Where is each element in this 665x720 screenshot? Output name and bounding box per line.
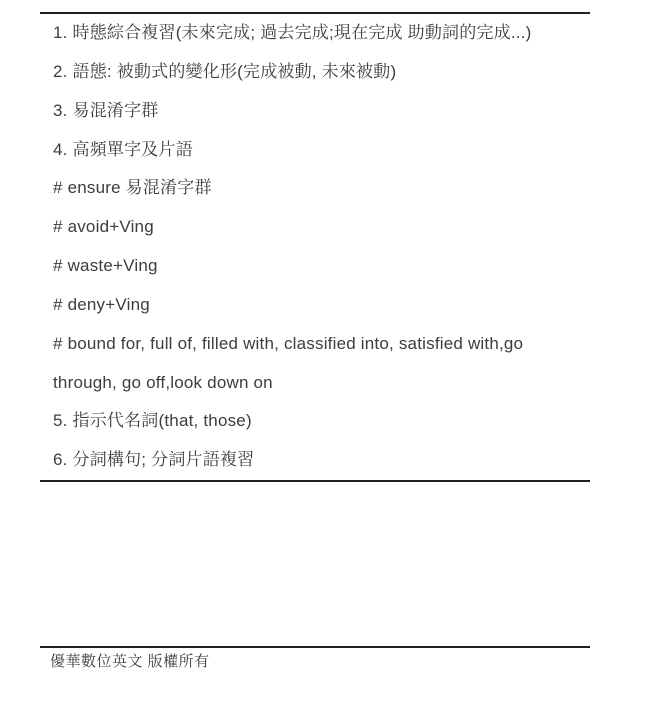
list-item: # bound for, full of, filled with, classified into, satisfied with,go	[53, 333, 524, 353]
list-item: # avoid+Ving	[53, 217, 154, 237]
list-item: # waste+Ving	[53, 256, 158, 276]
syllabus-list	[40, 12, 590, 482]
list-item: 2. 語態: 被動式的變化形(完成被動, 未來被動)	[53, 61, 397, 81]
footer-copyright: 優華數位英文 版權所有	[50, 653, 210, 670]
list-item: 3. 易混淆字群	[53, 100, 159, 120]
list-item: 6. 分詞構句; 分詞片語複習	[53, 450, 255, 470]
list-item: 5. 指示代名詞(that, those)	[53, 411, 252, 431]
page-footer	[40, 646, 590, 673]
list-item: 1. 時態綜合複習(未來完成; 過去完成;現在完成 助動詞的完成...)	[53, 23, 532, 42]
list-item-continuation: through, go off,look down on	[53, 372, 273, 392]
list-item: # ensure 易混淆字群	[53, 178, 212, 198]
list-item: 4. 高頻單字及片語	[53, 139, 193, 159]
list-item: # deny+Ving	[53, 294, 150, 314]
